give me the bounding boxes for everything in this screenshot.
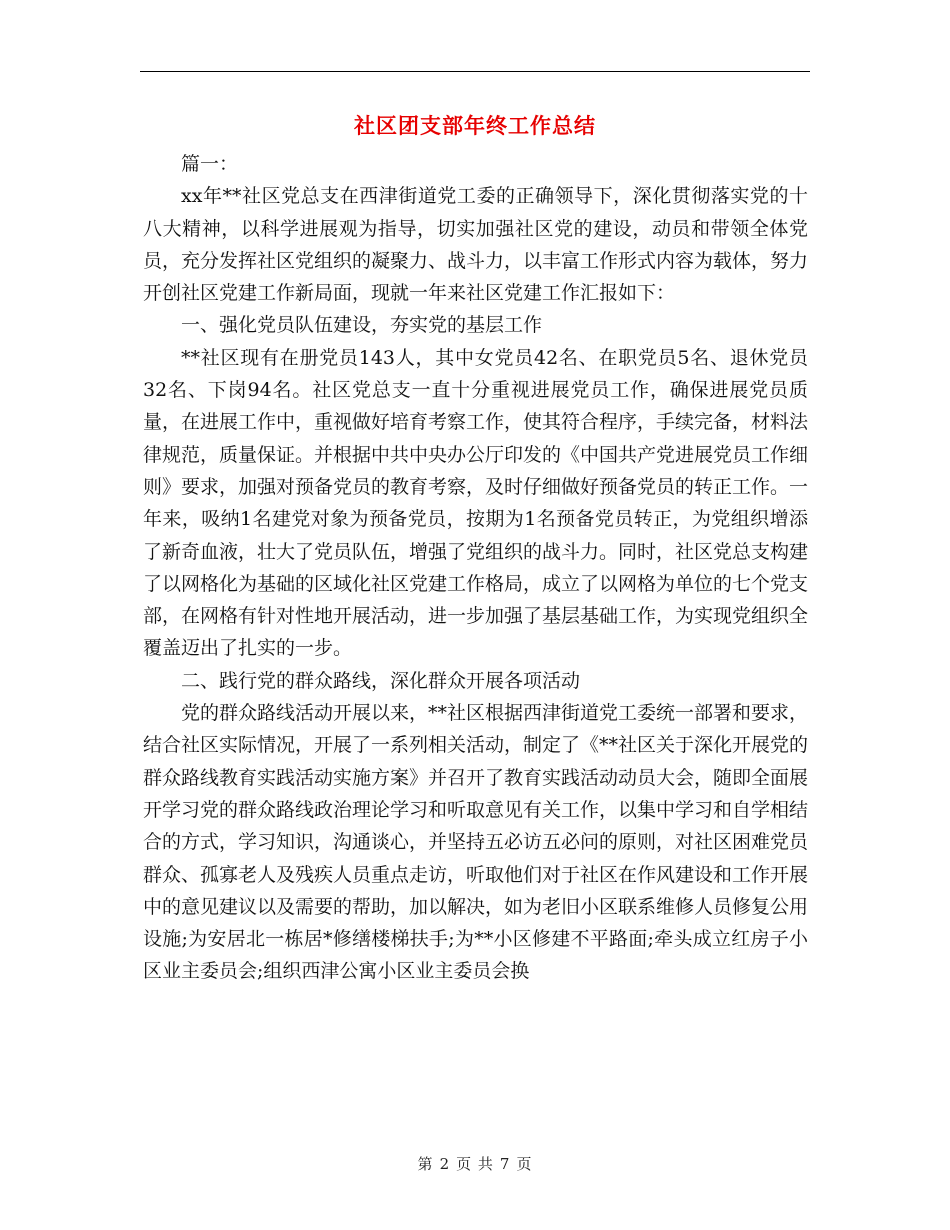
section-2-paragraph: 党的群众路线活动开展以来，**社区根据西津街道党工委统一部署和要求，结合社区实际情况，开展了一系列相关活动，制定了《**社区关于深化开展党的群众路线教育实践活动实施方案》并召开了教育实践活动动员大会，随即全面展开学习党的群众路线政治理论学习和听取意见有关工作，以集中学习和自学相结合的方式，学习知识，沟通谈心，并坚持五必访五必问的原则，对社区困难党员群众、孤寡老人及残疾人员重点走访，听取他们对于社区在作风建设和工作开展中的意见建议以及需要的帮助，加以解决，如为老旧小区联系维修人员修复公用设施;为安居北一栋居*修缮楼梯扶手;为**小区修建不平路面;牵头成立红房子小区业主委员会;组织西津公寓小区业主委员会换 — [143, 702, 809, 983]
section-heading-1: 一、强化党员队伍建设，夯实党的基层工作 — [181, 314, 543, 337]
intro-paragraph: xx年**社区党总支在西津街道党工委的正确领导下，深化贯彻落实党的十八大精神，以科学进展观为指导，切实加强社区党的建设，动员和带领全体党员，充分发挥社区党组织的凝聚力、战斗力，以丰富工作形式内容为载体，努力开创社区党建工作新局面，现就一年来社区党建工作汇报如下： — [143, 185, 809, 305]
footer-total-pages: 7 — [499, 1155, 511, 1173]
document-body — [143, 148, 808, 988]
header-rule — [140, 71, 810, 72]
footer-suffix: 页 — [516, 1155, 533, 1173]
section-label: 篇一： — [181, 153, 239, 175]
section-1-paragraph: **社区现有在册党员143人，其中女党员42名、在职党员5名、退休党员32名、下岗94名。社区党总支一直十分重视进展党员工作，确保进展党员质量，在进展工作中，重视做好培育考察工作，使其符合程序，手续完备，材料法律规范，质量保证。并根据中共中央办公厅印发的《中国共产党进展党员工作细则》要求，加强对预备党员的教育考察，及时仔细做好预备党员的转正工作。一年来，吸纳1名建党对象为预备党员，按期为1名预备党员转正，为党组织增添了新奇血液，壮大了党员队伍，增强了党组织的战斗力。同时，社区党总支构建了以网格化为基础的区域化社区党建工作格局，成立了以网格为单位的七个党支部，在网格有针对性地开展活动，进一步加强了基层基础工作，为实现党组织全覆盖迈出了扎实的一步。 — [143, 346, 809, 660]
page-footer — [0, 1153, 950, 1174]
document-title: 社区团支部年终工作总结 — [354, 114, 596, 138]
section-heading-2: 二、践行党的群众路线，深化群众开展各项活动 — [181, 669, 581, 692]
footer-prefix: 第 — [417, 1155, 434, 1173]
footer-middle: 页 共 — [456, 1155, 494, 1173]
footer-page-number: 2 — [439, 1155, 451, 1173]
